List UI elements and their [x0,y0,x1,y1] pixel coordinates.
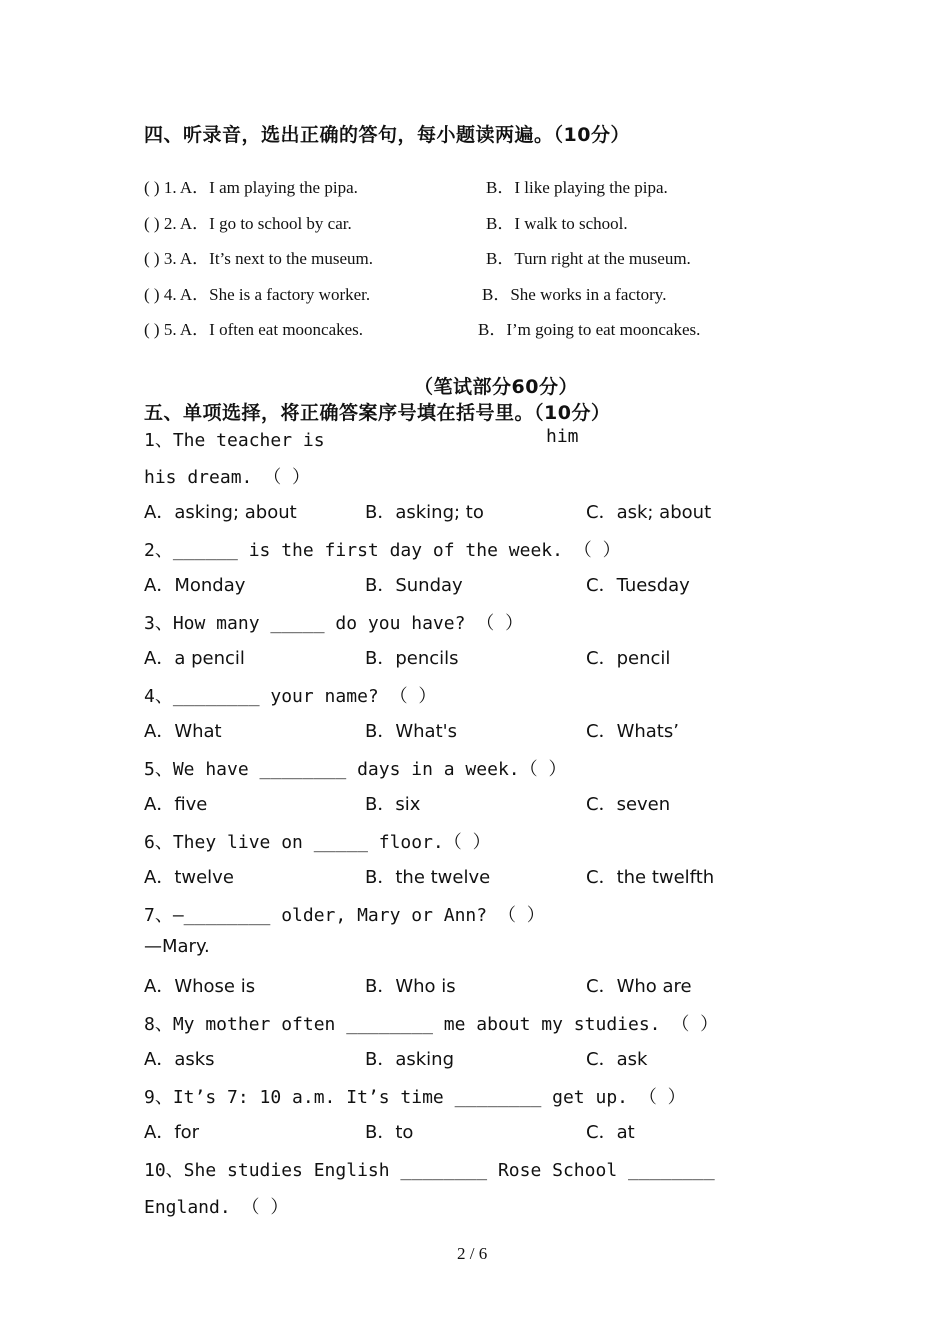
q3-option-c: C．pencil [586,648,671,669]
q5-option-b: B．six [365,794,421,815]
section4-title: 四、听录音，选出正确的答句，每小题读两遍。（10分） [144,124,630,146]
q1-option-b: B．asking; to [365,502,484,523]
q2-option-b: B．Sunday [365,575,463,596]
q3-option-a: A．a pencil [144,648,245,669]
q5-option-a: A．five [144,794,208,815]
q9-text: 9、It’s 7: 10 a.m. It’s time ________ get up. （ ） [144,1087,686,1108]
q8-text: 8、My mother often ________ me about my studies. （ ） [144,1014,719,1035]
q10-line1: 10、She studies English ________ Rose School ________ [144,1160,715,1181]
listen-item-5-a: ( ) 5. A．I often eat mooncakes. [144,320,364,339]
q3-text: 3、How many _____ do you have? （ ） [144,613,524,634]
q8-option-c: C．ask [586,1049,648,1070]
listen-item-4-b: B．She works in a factory. [482,285,667,304]
q1-line1-start: 1、The teacher is [144,430,325,451]
q1-option-c: C．ask; about [586,502,712,523]
q7-text: 7、—________ older, Mary or Ann? （ ） [144,905,545,926]
q6-option-a: A．twelve [144,867,234,888]
listen-item-2-a: ( ) 2. A．I go to school by car. [144,214,352,233]
listen-item-5-b: B．I’m going to eat mooncakes. [478,320,701,339]
q4-option-a: A．What [144,721,222,742]
q6-text: 6、They live on _____ floor.（ ） [144,832,491,853]
q1-option-a: A．asking; about [144,502,297,523]
q2-text: 2、______ is the first day of the week. （ ） [144,540,621,561]
listen-item-1-b: B．I like playing the pipa. [486,178,668,197]
q5-option-c: C．seven [586,794,671,815]
q10-line2: England. （ ） [144,1197,289,1218]
q4-option-c: C．Whats’ [586,721,679,742]
listen-item-3-a: ( ) 3. A．It’s next to the museum. [144,249,374,268]
q9-option-c: C．at [586,1122,635,1143]
q6-option-c: C．the twelfth [586,867,715,888]
q9-option-a: A．for [144,1122,200,1143]
listen-item-3-b: B．Turn right at the museum. [486,249,691,268]
q7-reply: —Mary. [144,936,210,957]
written-part-label: （笔试部分60分） [414,376,578,398]
q8-option-a: A．asks [144,1049,215,1070]
q1-line2: his dream. （ ） [144,467,311,488]
q1-line1-end: him [546,426,579,447]
q7-option-a: A．Whose is [144,976,256,997]
listen-item-1-a: ( ) 1. A．I am playing the pipa. [144,178,358,197]
page-number: 2 / 6 [457,1244,488,1263]
q4-text: 4、________ your name? （ ） [144,686,437,707]
q4-option-b: B．What's [365,721,457,742]
q9-option-b: B．to [365,1122,414,1143]
q2-option-a: A．Monday [144,575,246,596]
q7-option-b: B．Who is [365,976,456,997]
listen-item-2-b: B．I walk to school. [486,214,628,233]
section5-title: 五、单项选择，将正确答案序号填在括号里。（10分） [144,402,611,424]
q3-option-b: B．pencils [365,648,459,669]
q7-option-c: C．Who are [586,976,692,997]
q5-text: 5、We have ________ days in a week.（ ） [144,759,567,780]
q8-option-b: B．asking [365,1049,455,1070]
q2-option-c: C．Tuesday [586,575,690,596]
q6-option-b: B．the twelve [365,867,491,888]
listen-item-4-a: ( ) 4. A．She is a factory worker. [144,285,371,304]
